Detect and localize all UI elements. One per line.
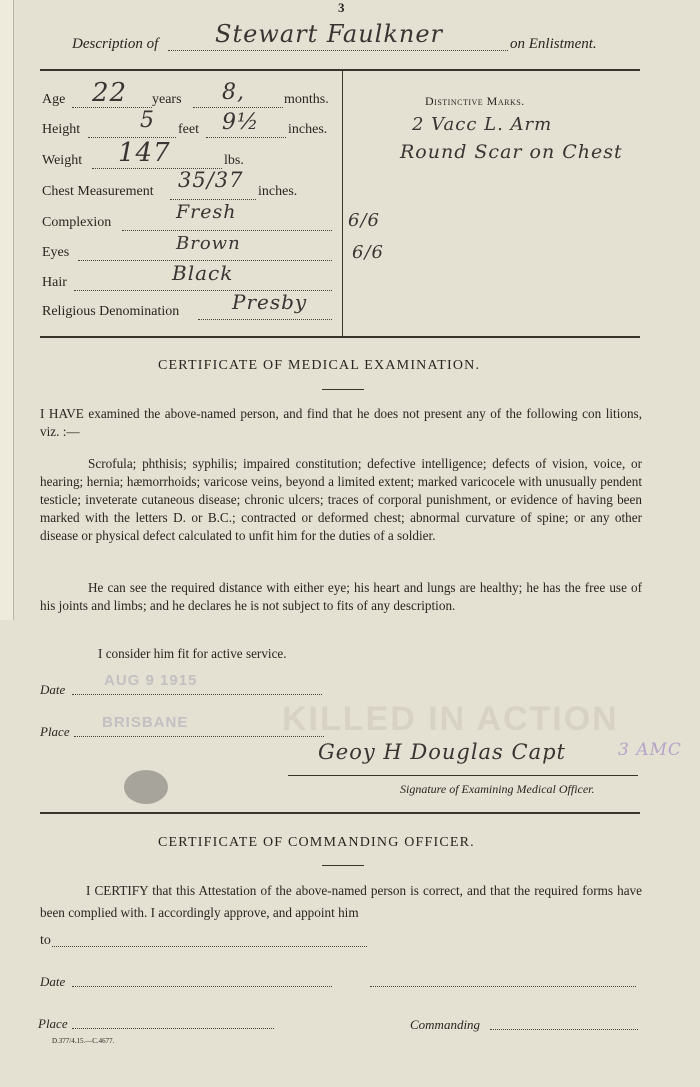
name-line — [168, 50, 508, 51]
commanding-certify-paragraph: I CERTIFY that this Attestation of the above-named person is correct, and that the required forms have been complied with. I accordingly approve, and appoint him — [40, 883, 642, 920]
page-number: 3 — [338, 0, 345, 15]
medical-date-line — [72, 694, 322, 695]
age-months-line — [193, 107, 283, 108]
weight-label: Weight — [42, 153, 83, 168]
vision-mark-1: 6/6 — [348, 210, 380, 231]
lbs-label: lbs. — [224, 153, 244, 168]
blot-mark — [124, 770, 168, 804]
height-feet-value: 5 — [140, 108, 155, 133]
religion-label: Religious Denomination — [42, 304, 180, 319]
complexion-label: Complexion — [42, 215, 112, 230]
distinctive-marks-line-1: 2 Vacc L. Arm — [412, 114, 553, 135]
commanding-label: Commanding — [410, 1017, 481, 1032]
chest-inches-label: inches. — [258, 184, 298, 199]
appoint-to-label: to — [40, 933, 51, 948]
age-months-value: 8, — [222, 80, 245, 105]
commanding-date-line — [72, 986, 332, 987]
commanding-line — [490, 1029, 638, 1030]
commanding-place-label: Place — [38, 1016, 68, 1031]
years-label: years — [152, 92, 182, 107]
appoint-to-line — [52, 946, 367, 947]
medical-fitness-paragraph: He can see the required distance with either eye; his heart and lungs are healthy; he has the free use of his joints and limbs; and he declares he is not subject to fits of any description. — [40, 580, 642, 613]
soldier-name: Stewart Faulkner — [215, 20, 444, 48]
distinctive-marks-line-2: Round Scar on Chest — [400, 141, 623, 163]
mid-rule-1 — [40, 336, 640, 338]
top-rule — [40, 69, 640, 71]
commanding-certificate-title: CERTIFICATE OF COMMANDING OFFICER. — [158, 835, 475, 850]
chest-line — [170, 199, 256, 200]
religion-value: Presby — [232, 290, 308, 314]
medical-title-underline — [322, 389, 364, 390]
chest-label: Chest Measurement — [42, 184, 154, 199]
medical-intro-paragraph: I HAVE examined the above-named person, and find that he does not present any of the following con litions, viz. :— — [40, 406, 642, 439]
paper-edge-strip — [0, 0, 14, 620]
distinctive-marks-label: Distinctive Marks. — [425, 94, 525, 108]
description-divider — [342, 70, 343, 336]
feet-label: feet — [178, 122, 199, 137]
weight-value: 147 — [118, 138, 171, 168]
vision-mark-2: 6/6 — [352, 242, 384, 263]
chest-value: 35/37 — [178, 168, 244, 192]
medical-place-stamp: BRISBANE — [102, 714, 189, 731]
commanding-date-right-line — [370, 986, 636, 987]
height-inches-line — [206, 137, 286, 138]
age-label: Age — [42, 92, 66, 107]
months-label: months. — [284, 92, 329, 107]
medical-place-label: Place — [40, 724, 70, 739]
height-label: Height — [42, 122, 81, 137]
form-code: D.377/4.15.—C.4677. — [52, 1037, 115, 1045]
complexion-line — [122, 230, 332, 231]
medical-place-line — [74, 736, 324, 737]
eyes-label: Eyes — [42, 245, 70, 260]
eyes-value: Brown — [176, 233, 241, 254]
commanding-title-underline — [322, 865, 364, 866]
description-of-label: Description of — [72, 36, 159, 52]
killed-in-action-stamp: KILLED IN ACTION — [282, 700, 619, 738]
medical-certificate-title: CERTIFICATE OF MEDICAL EXAMINATION. — [158, 358, 481, 373]
on-enlistment-label: on Enlistment. — [510, 36, 597, 52]
medical-date-label: Date — [40, 682, 66, 697]
age-years-value: 22 — [92, 78, 128, 108]
commanding-date-label: Date — [40, 974, 66, 989]
medical-officer-unit-mark: 3 AMC — [618, 740, 682, 760]
hair-label: Hair — [42, 275, 67, 290]
mid-rule-2 — [40, 812, 640, 814]
medical-date-stamp: AUG 9 1915 — [104, 672, 198, 689]
height-inches-value: 9½ — [222, 110, 260, 135]
signature-caption: Signature of Examining Medical Officer. — [400, 782, 595, 796]
complexion-value: Fresh — [176, 201, 237, 223]
signature-line — [288, 775, 638, 776]
religion-line — [198, 319, 332, 320]
medical-conditions-paragraph: Scrofula; phthisis; syphilis; impaired constitution; defective intelligence; defects of vision, voice, or hearing; hernia; hæmorrhoids; varicose veins, beyond a limited extent; marked varicocele with unusually pendent testicle; inveterate cutaneous disease; chronic ulcers; traces of corporal punishment, or evidence of having been marked with the letters D. or B.C.; contracted or deformed chest; abnormal curvature of spine; or any other disease or physical defect calculated to unfit him for the duties of a soldier. — [40, 456, 642, 543]
medical-fit-statement: I consider him fit for active service. — [98, 646, 287, 661]
commanding-place-line — [72, 1028, 274, 1029]
medical-officer-signature: Geoy H Douglas Capt — [318, 740, 566, 764]
hair-value: Black — [172, 261, 234, 285]
inches-label: inches. — [288, 122, 328, 137]
